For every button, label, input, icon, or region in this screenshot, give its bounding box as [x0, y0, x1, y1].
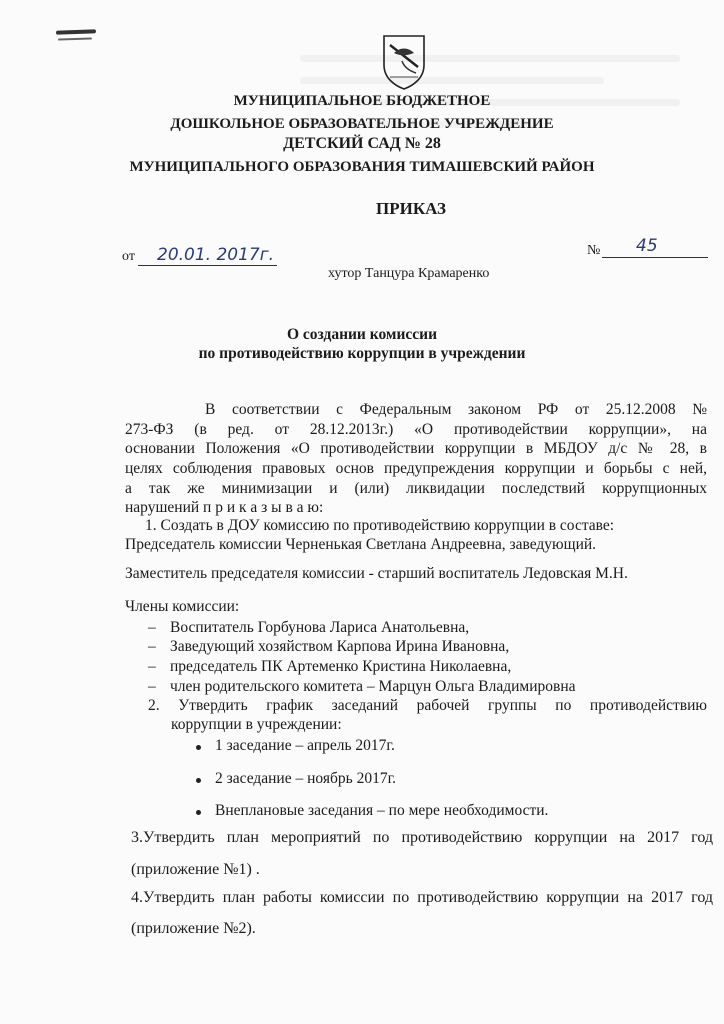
document-type-title: ПРИКАЗ	[376, 199, 446, 218]
header-line-2: ДОШКОЛЬНОЕ ОБРАЗОВАТЕЛЬНОЕ УЧРЕЖДЕНИЕ	[170, 116, 554, 132]
item-2-line-2: коррупции в учреждении:	[171, 716, 342, 733]
header-line-4: МУНИЦИПАЛЬНОГО ОБРАЗОВАНИЯ ТИМАШЕВСКИЙ РАЙОН	[129, 159, 595, 175]
location-text: хутор Танцура Крамаренко	[328, 266, 490, 281]
subject-line-1: О создании комиссии	[286, 326, 438, 343]
item-3-line-1: 3.Утвердить план мероприятий по противодействию коррупции на 2017 год	[131, 829, 713, 846]
item-4-line-1: 4.Утвердить план работы комиссии по противодействию коррупции на 2017 год	[131, 889, 713, 906]
member-2: Заведующий хозяйством Карпова Ирина Ивановна,	[170, 638, 510, 655]
item-4-line-2: (приложение №2).	[131, 920, 256, 937]
item-1-chair: Председатель комиссии Черненькая Светлана Андреевна, заведующий.	[125, 536, 597, 553]
number-underline	[602, 257, 708, 258]
subject-line-2: по противодействию коррупции в учреждении	[198, 345, 526, 362]
date-handwritten: 20.01. 2017г.	[157, 245, 275, 265]
member-3: председатель ПК Артеменко Кристина Николаевна,	[170, 658, 512, 675]
item-3-line-2: (приложение №1) .	[131, 861, 260, 878]
item-1-deputy: Заместитель председателя комиссии - старший воспитатель Ледовская М.Н.	[125, 565, 628, 582]
coat-of-arms-emblem	[380, 33, 428, 90]
staple-mark	[56, 29, 96, 34]
member-dash: –	[148, 619, 156, 636]
preamble-line-2: 273-ФЗ (в ред. от 28.12.2013г.) «О противодействии коррупции», на	[125, 421, 707, 438]
bullet-icon	[196, 810, 201, 815]
member-4: член родительского комитета – Марцун Ольга Владимировна	[170, 678, 576, 695]
member-dash: –	[148, 638, 156, 655]
preamble-line-1: В соответствии с Федеральным законом РФ от 25.12.2008 №	[205, 401, 707, 418]
schedule-item-3: Внеплановые заседания – по мере необходимости.	[215, 802, 549, 819]
bullet-icon	[196, 745, 201, 750]
number-handwritten: 45	[636, 236, 658, 256]
preamble-line-6: нарушений п р и к а з ы в а ю:	[125, 499, 324, 516]
member-dash: –	[148, 658, 156, 675]
number-prefix: №	[587, 243, 601, 258]
bullet-icon	[196, 778, 201, 783]
item-1-title: 1. Создать в ДОУ комиссию по противодействию коррупции в составе:	[145, 517, 615, 534]
staple-mark-lower	[58, 37, 92, 40]
item-2-line-1: 2. Утвердить график заседаний рабочей группы по противодействию	[148, 697, 707, 714]
header-line-1: МУНИЦИПАЛЬНОЕ БЮДЖЕТНОЕ	[233, 93, 491, 109]
header-line-3: ДЕТСКИЙ САД № 28	[283, 135, 441, 152]
date-underline	[138, 265, 277, 266]
schedule-item-1: 1 заседание – апрель 2017г.	[215, 737, 395, 754]
date-prefix: от	[122, 249, 135, 264]
member-1: Воспитатель Горбунова Лариса Анатольевна,	[170, 619, 470, 636]
schedule-item-2: 2 заседание – ноябрь 2017г.	[215, 770, 397, 787]
preamble-line-5: а так же минимизации и (или) ликвидации последствий коррупционных	[125, 480, 707, 497]
item-1-members-label: Члены комиссии:	[125, 598, 240, 615]
member-dash: –	[148, 678, 156, 695]
preamble-line-3: основании Положения «О противодействии коррупции в МБДОУ д/с № 28, в	[125, 440, 707, 457]
preamble-line-4: целях соблюдения правовых основ предупреждения коррупции и борьбы с ней,	[125, 460, 707, 477]
